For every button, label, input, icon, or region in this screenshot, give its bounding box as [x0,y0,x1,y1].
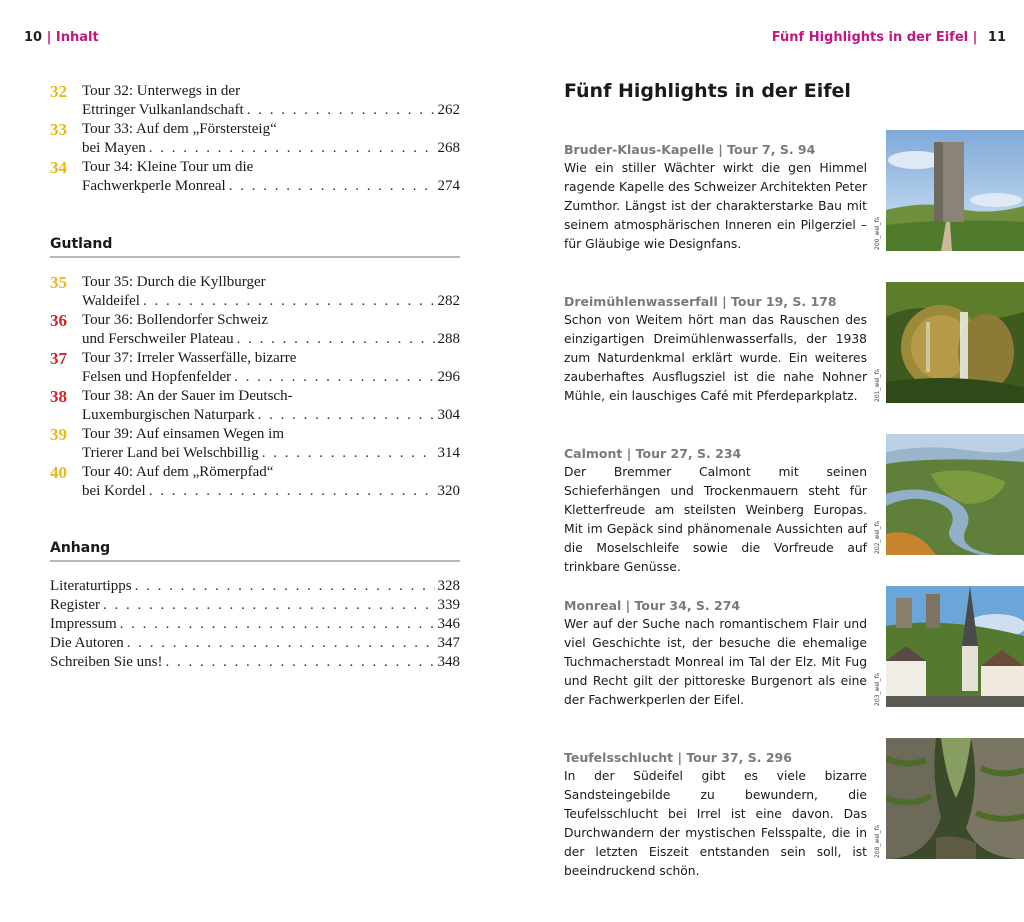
toc-entry-label: Impressum [50,616,117,632]
toc-page-number: 282 [437,293,460,309]
leader-dots [229,177,435,196]
toc-entry-line2 [82,444,460,463]
toc-entry-line2 [82,101,460,120]
leader-dots [149,482,435,501]
photo-chapel [886,130,1024,251]
leader-dots [237,330,435,349]
toc-entry-label: Die Autoren [50,635,124,651]
page-number-left: 10 [24,30,43,45]
highlight-heading: Monreal | Tour 34, S. 274 [564,598,741,613]
leader-dots [149,139,435,158]
toc-entry-line1: Tour 40: Auf dem „Römerpfad“ [82,464,274,480]
toc-page-number: 348 [437,654,460,670]
photo-credit: 202_wel_fs [874,521,881,554]
toc-page-number: 346 [437,616,460,632]
toc-entry-tour-33[interactable] [50,120,460,158]
tour-number: 33 [50,120,67,139]
tour-number: 37 [50,349,67,368]
toc-entry-tour-38[interactable] [50,387,460,425]
toc-page-number: 288 [437,331,460,347]
highlight-body: Wer auf der Suche nach romantischem Flair und viel Geschichte ist, der besuche die ehemalige Tuchmacherstadt Monreal im Tal der Elz. Mit Fug und Recht gilt der pittoreske Burgenort als eine der Fachwerkperlen der Eifel. [564,617,867,707]
toc-entry-label: bei Kordel [82,483,146,499]
section-title-left: | Inhalt [46,30,99,45]
toc-entry-line1: Tour 39: Auf einsamen Wegen im [82,426,285,442]
highlight-calmont [564,444,867,577]
leader-dots [258,406,435,425]
leader-dots [143,292,435,311]
leader-dots [165,653,434,672]
section-title-right: Fünf Highlights in der Eifel | [771,30,978,45]
tour-number: 38 [50,387,67,406]
page-number-right: 11 [987,30,1006,45]
toc-entry-label: Felsen und Hopfenfelder [82,369,232,385]
highlight-body: Wie ein stiller Wächter wirkt die gen Himmel ragende Kapelle des Schweizer Architekten Peter Zumthor. Längst ist der charakterstarke Bau mit seinem atmosphärischen Inneren ein Pilgerziel – für Gläubige wie Designfans. [564,161,867,251]
toc-entry-line1: Tour 32: Unterwegs in der [82,83,241,99]
leader-dots [127,634,435,653]
photo-credit: 201_wel_fs [874,369,881,402]
highlight-heading: Calmont | Tour 27, S. 234 [564,446,742,461]
tour-number: 35 [50,273,67,292]
highlight-teufelsschlucht [564,748,867,881]
toc-entry-tour-39[interactable] [50,425,460,463]
highlight-body: Schon von Weitem hört man das Rauschen des einzigartigen Dreimühlenwasserfalls, der 1938 zum Naturdenkmal erklärt wurde. Ein weiteres zauberhaftes Ausflugsziel ist die nahe Nohner Mühle, ein lauschiges Café mit Pferdeparkplatz. [564,313,867,403]
leader-dots [262,444,435,463]
toc-entry-label: Luxemburgischen Naturpark [82,407,255,423]
toc-entry-line2 [82,330,460,349]
toc-entry-line2 [82,406,460,425]
highlight-bruder-klaus [564,140,867,254]
toc-entry-label: Register [50,597,100,613]
leader-dots [247,101,435,120]
toc-entry-line1: Tour 36: Bollendorfer Schweiz [82,312,268,328]
photo-credit: 208_wel_fs [874,825,881,858]
toc-entry-line2 [82,139,460,158]
photo-credit: 200_wel_fs [874,217,881,250]
toc-list-top [50,82,460,196]
toc-entry-tour-34[interactable] [50,158,460,196]
highlight-monreal [564,596,867,710]
leader-dots [120,615,435,634]
photo-credit: 203_wel_fs [874,673,881,706]
photo-gorge [886,738,1024,859]
toc-entry-line2 [82,368,460,387]
toc-entry-tour-36[interactable] [50,311,460,349]
toc-entry-appendix[interactable] [50,577,460,596]
toc-entry-tour-40[interactable] [50,463,460,501]
toc-list-gutland [50,273,460,501]
toc-page-number: 304 [437,407,460,423]
toc-page-number: 339 [437,597,460,613]
toc-page-number: 328 [437,578,460,594]
toc-entry-label: Ettringer Vulkanlandschaft [82,102,244,118]
tour-number: 36 [50,311,67,330]
leader-dots [234,368,434,387]
toc-entry-label: und Ferschweiler Plateau [82,331,234,347]
toc-entry-appendix[interactable] [50,596,460,615]
photo-moselle [886,434,1024,555]
toc-entry-label: bei Mayen [82,140,146,156]
leader-dots [103,596,435,615]
page-header-right [772,30,1006,45]
toc-page-number: 274 [437,178,460,194]
toc-entry-line2 [82,482,460,501]
toc-entry-appendix[interactable] [50,653,460,672]
tour-number: 32 [50,82,67,101]
tour-number: 39 [50,425,67,444]
toc-entry-label: Schreiben Sie uns! [50,654,163,670]
highlight-body: In der Südeifel gibt es viele bizarre Sandsteingebilde zu bewundern, die Teufelsschlucht bei Irrel ist eine davon. Das Durchwandern der mystischen Felsspalte, die in der letzten Eiszeit entstanden sein soll, ist beeindruckend schön. [564,769,867,878]
toc-entry-tour-32[interactable] [50,82,460,120]
toc-entry-label: Fachwerkperle Monreal [82,178,226,194]
toc-entry-label: Literaturtipps [50,578,132,594]
highlight-dreimuehlen [564,292,867,406]
photo-waterfall [886,282,1024,403]
highlights-title: Fünf Highlights in der Eifel [564,80,851,102]
toc-entry-label: Trierer Land bei Welschbillig [82,445,259,461]
highlight-heading: Bruder-Klaus-Kapelle | Tour 7, S. 94 [564,142,816,157]
photo-monreal [886,586,1024,707]
highlight-heading: Dreimühlenwasserfall | Tour 19, S. 178 [564,294,837,309]
toc-page-number: 347 [437,635,460,651]
section-heading-anhang: Anhang [50,540,460,562]
highlight-heading: Teufelsschlucht | Tour 37, S. 296 [564,750,792,765]
toc-page-number: 268 [437,140,460,156]
toc-page-number: 314 [437,445,460,461]
section-heading-gutland: Gutland [50,236,460,258]
toc-entry-tour-35[interactable] [50,273,460,311]
toc-entry-appendix[interactable] [50,615,460,634]
toc-entry-line2 [82,292,460,311]
tour-number: 40 [50,463,67,482]
toc-entry-label: Waldeifel [82,293,140,309]
toc-entry-line1: Tour 38: An der Sauer im Deutsch- [82,388,293,404]
toc-entry-appendix[interactable] [50,634,460,653]
toc-entry-line1: Tour 35: Durch die Kyllburger [82,274,266,290]
toc-entry-line2 [82,177,460,196]
toc-entry-tour-37[interactable] [50,349,460,387]
highlight-body: Der Bremmer Calmont mit seinen Schieferhängen und Trockenmauern steht für Kletterfreude am steilsten Weinberg Europas. Mit im Gepäck sind phänomenale Aussichten auf die Moselschleife sowie die Vorfreude auf trinkbare Genüsse. [564,465,867,574]
leader-dots [135,577,435,596]
tour-number: 34 [50,158,67,177]
toc-page-number: 320 [437,483,460,499]
toc-page-number: 262 [437,102,460,118]
toc-entry-line1: Tour 34: Kleine Tour um die [82,159,254,175]
toc-page-number: 296 [437,369,460,385]
toc-entry-line1: Tour 37: Irreler Wasserfälle, bizarre [82,350,297,366]
toc-list-anhang [50,577,460,672]
toc-entry-line1: Tour 33: Auf dem „Förstersteig“ [82,121,277,137]
page-header-left [24,30,99,45]
